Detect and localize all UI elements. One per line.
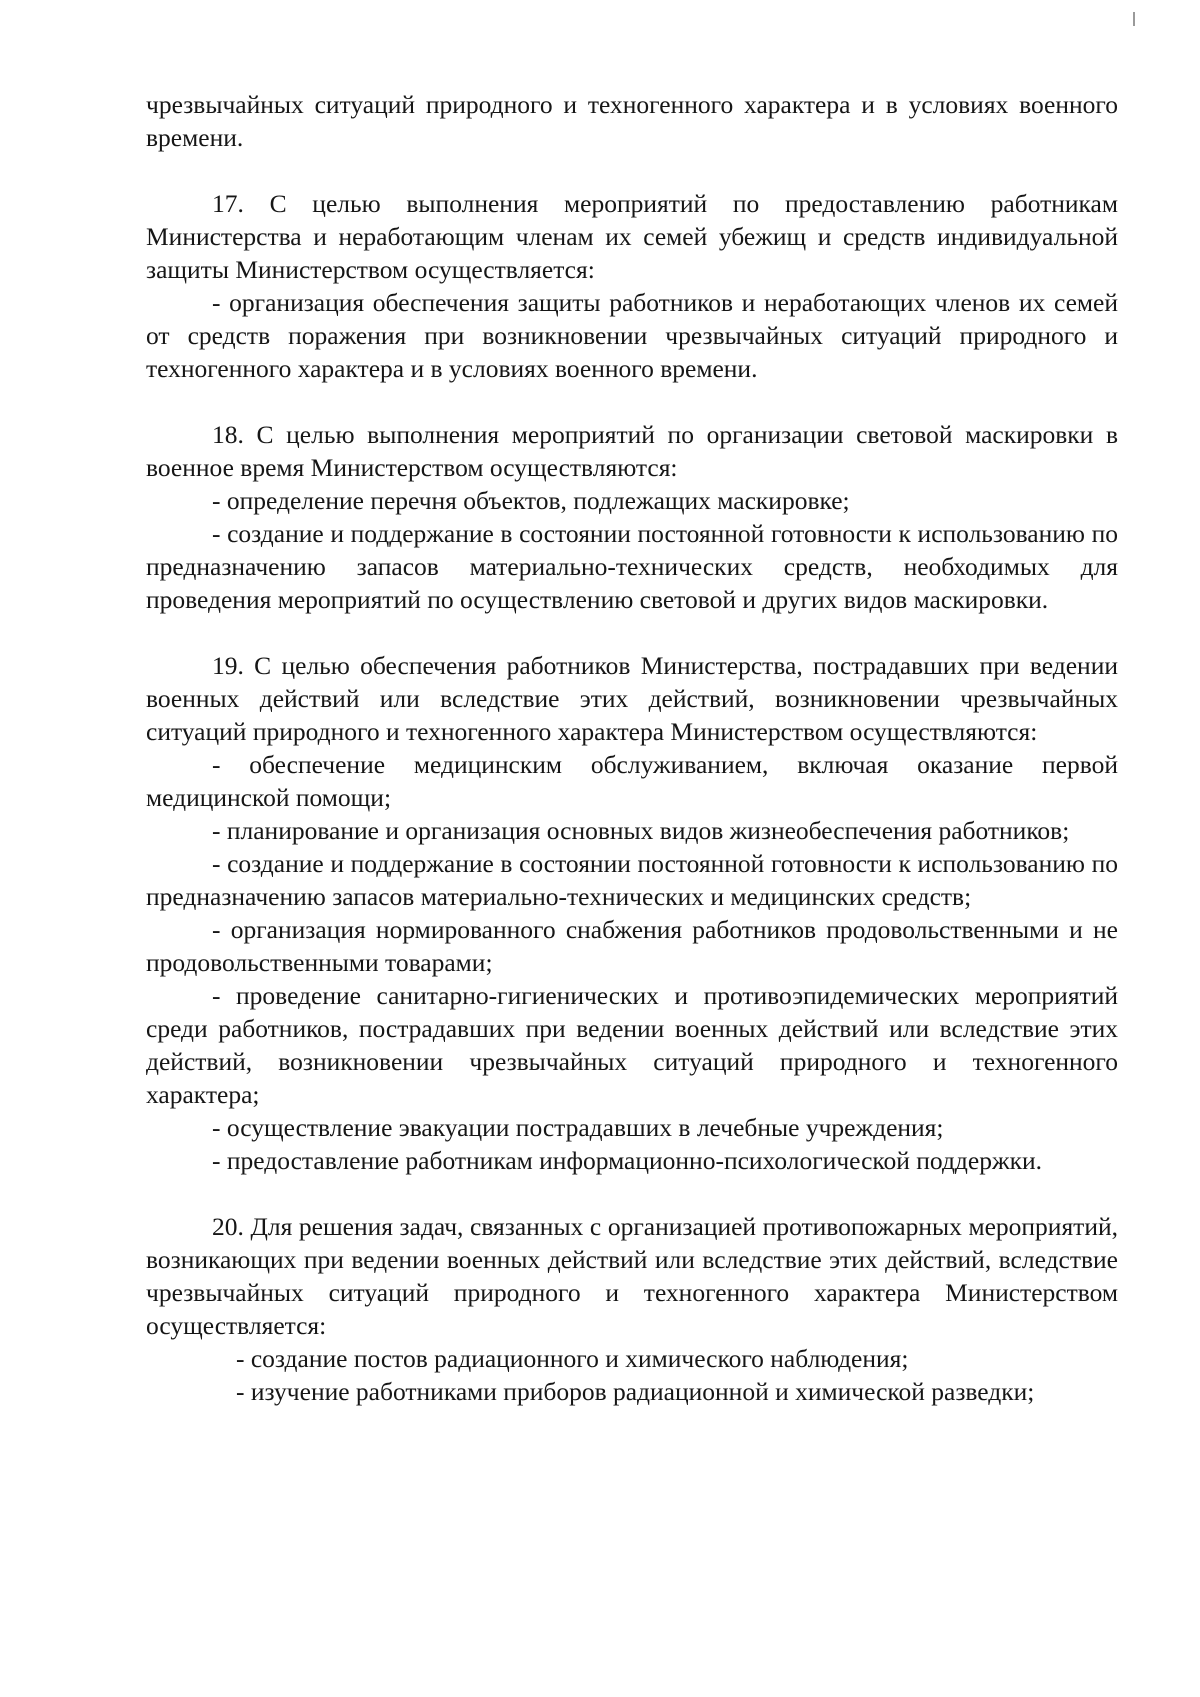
- section-19-item: - планирование и организация основных видов жизнеобеспечения работников;: [212, 816, 1070, 845]
- intro-continuation: чрезвычайных ситуаций природного и техногенного характера и в условиях военного времени.: [146, 90, 1118, 152]
- section-19-item: - создание и поддержание в состоянии постоянной готовности к использованию по предназначению запасов материально-технических и медицинских средств;: [146, 849, 1118, 911]
- section-20-item: - изучение работниками приборов радиационной и химической разведки;: [236, 1377, 1035, 1406]
- section-19-lead: 19. С целью обеспечения работников Министерства, пострадавших при ведении военных действий или вследствие этих действий, возникновении чрезвычайных ситуаций природного и техногенного характера Министерством осуществляются:: [146, 651, 1118, 746]
- section-18-lead: 18. С целью выполнения мероприятий по организации световой маскировки в военное время Министерством осуществляются:: [146, 420, 1118, 482]
- section-20-lead: 20. Для решения задач, связанных с организацией противопожарных мероприятий, возникающих при ведении военных действий или вследствие этих действий, вследствие чрезвычайных ситуаций природного и техногенного характера Министерством осуществляется:: [146, 1212, 1118, 1340]
- section-19: [146, 649, 1118, 1177]
- section-20-item: - создание постов радиационного и химического наблюдения;: [236, 1344, 909, 1373]
- section-19-item: - организация нормированного снабжения работников продовольственными и не продовольственными товарами;: [146, 915, 1118, 977]
- scan-artifact-mark: [1133, 12, 1135, 26]
- section-19-item: - осуществление эвакуации пострадавших в лечебные учреждения;: [212, 1113, 944, 1142]
- section-17-item: - организация обеспечения защиты работников и неработающих членов их семей от средств поражения при возникновении чрезвычайных ситуаций природного и техногенного характера и в условиях военного времени.: [146, 288, 1118, 383]
- section-18-item: - определение перечня объектов, подлежащих маскировке;: [212, 486, 850, 515]
- section-20: [146, 1210, 1118, 1408]
- section-17-lead: 17. С целью выполнения мероприятий по предоставлению работникам Министерства и неработающим членам их семей убежищ и средств индивидуальной защиты Министерством осуществляется:: [146, 189, 1118, 284]
- section-19-item: - проведение санитарно-гигиенических и противоэпидемических мероприятий среди работников, пострадавших при ведении военных действий или вследствие этих действий, возникновении чрезвычайных ситуаций природного и техногенного характера;: [146, 981, 1118, 1109]
- section-19-item: - обеспечение медицинским обслуживанием, включая оказание первой медицинской помощи;: [146, 750, 1118, 812]
- document-body: [146, 88, 1118, 1408]
- section-18: [146, 418, 1118, 616]
- section-17: [146, 187, 1118, 385]
- section-19-item: - предоставление работникам информационно-психологической поддержки.: [212, 1146, 1042, 1175]
- section-18-item: - создание и поддержание в состоянии постоянной готовности к использованию по предназначению запасов материально-технических средств, необходимых для проведения мероприятий по осуществлению световой и других видов маскировки.: [146, 519, 1118, 614]
